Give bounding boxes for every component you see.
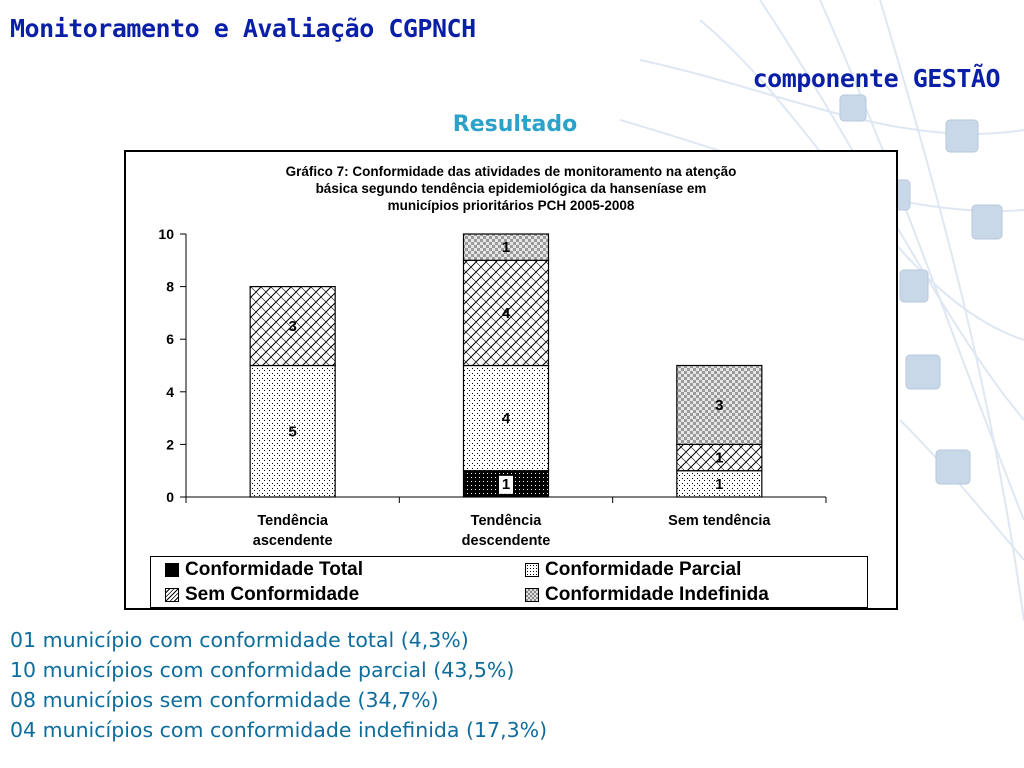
decor-tile-4 — [972, 205, 1002, 239]
bar-value-label: 1 — [501, 475, 511, 493]
legend-swatch-indefinida — [525, 588, 539, 602]
chart-svg — [126, 152, 896, 608]
summary-line-indefinida: 04 municípios com conformidade indefinida (17,3%) — [10, 718, 548, 742]
slide-title: Monitoramento e Avaliação CGPNCH — [10, 14, 476, 43]
decor-tile-7 — [936, 450, 970, 484]
legend-label-total: Conformidade Total — [185, 559, 364, 580]
bar-value-label: 1 — [715, 449, 724, 467]
x-tick-label: Tendência — [257, 513, 328, 529]
legend-label-indefinida: Conformidade Indefinida — [545, 584, 769, 605]
legend-item-total — [165, 559, 363, 581]
legend — [150, 556, 868, 608]
x-axis — [186, 497, 826, 549]
bar-value-label: 1 — [501, 239, 511, 257]
summary-line-sem: 08 municípios sem conformidade (34,7%) — [10, 688, 439, 712]
slide-subtitle: componente GESTÃO — [752, 64, 1000, 93]
summary-line-total: 01 município com conformidade total (4,3%) — [10, 628, 469, 652]
x-tick-label: ascendente — [252, 533, 333, 549]
chart-title-line: Gráfico 7: Conformidade das atividades de monitoramento na atenção — [285, 164, 737, 179]
y-tick-label: 8 — [166, 278, 174, 295]
summary — [10, 625, 547, 745]
legend-item-parcial — [525, 559, 741, 581]
bar-value-label: 4 — [501, 304, 511, 322]
decor-tile-5 — [900, 270, 928, 302]
x-tick-label: Sem tendência — [668, 513, 771, 529]
y-tick-label: 6 — [166, 331, 174, 348]
y-tick-label: 0 — [166, 489, 174, 505]
legend-label-sem: Sem Conformidade — [185, 584, 360, 605]
bar-value-label: 5 — [288, 423, 297, 441]
section-label: Resultado — [452, 112, 578, 137]
summary-line-parcial: 10 municípios com conformidade parcial (43,5%) — [10, 658, 515, 682]
y-axis — [158, 226, 186, 505]
legend-swatch-total — [165, 563, 179, 577]
y-tick-label: 10 — [158, 226, 174, 242]
bar-value-label: 4 — [501, 410, 511, 428]
chart-title — [286, 164, 737, 213]
y-tick-label: 4 — [166, 383, 174, 400]
y-tick-label: 2 — [166, 436, 174, 453]
chart-title-line: municípios prioritários PCH 2005-2008 — [387, 198, 635, 213]
chart-title-line: básica segundo tendência epidemiológica da hanseníase em — [315, 181, 707, 196]
bar-value-label: 3 — [715, 396, 724, 414]
decor-tile-6 — [906, 355, 940, 389]
legend-item-indefinida — [525, 584, 769, 606]
bar-value-label: 3 — [288, 318, 297, 336]
x-tick-label: Tendência — [470, 513, 542, 529]
bar-value-label: 1 — [715, 475, 724, 493]
legend-label-parcial: Conformidade Parcial — [545, 559, 742, 580]
legend-item-sem — [165, 584, 359, 606]
chart-frame — [124, 150, 898, 610]
legend-swatch-parcial — [525, 563, 539, 577]
x-tick-label: descendente — [461, 533, 551, 549]
bars — [250, 234, 762, 497]
legend-swatch-sem — [165, 588, 179, 602]
